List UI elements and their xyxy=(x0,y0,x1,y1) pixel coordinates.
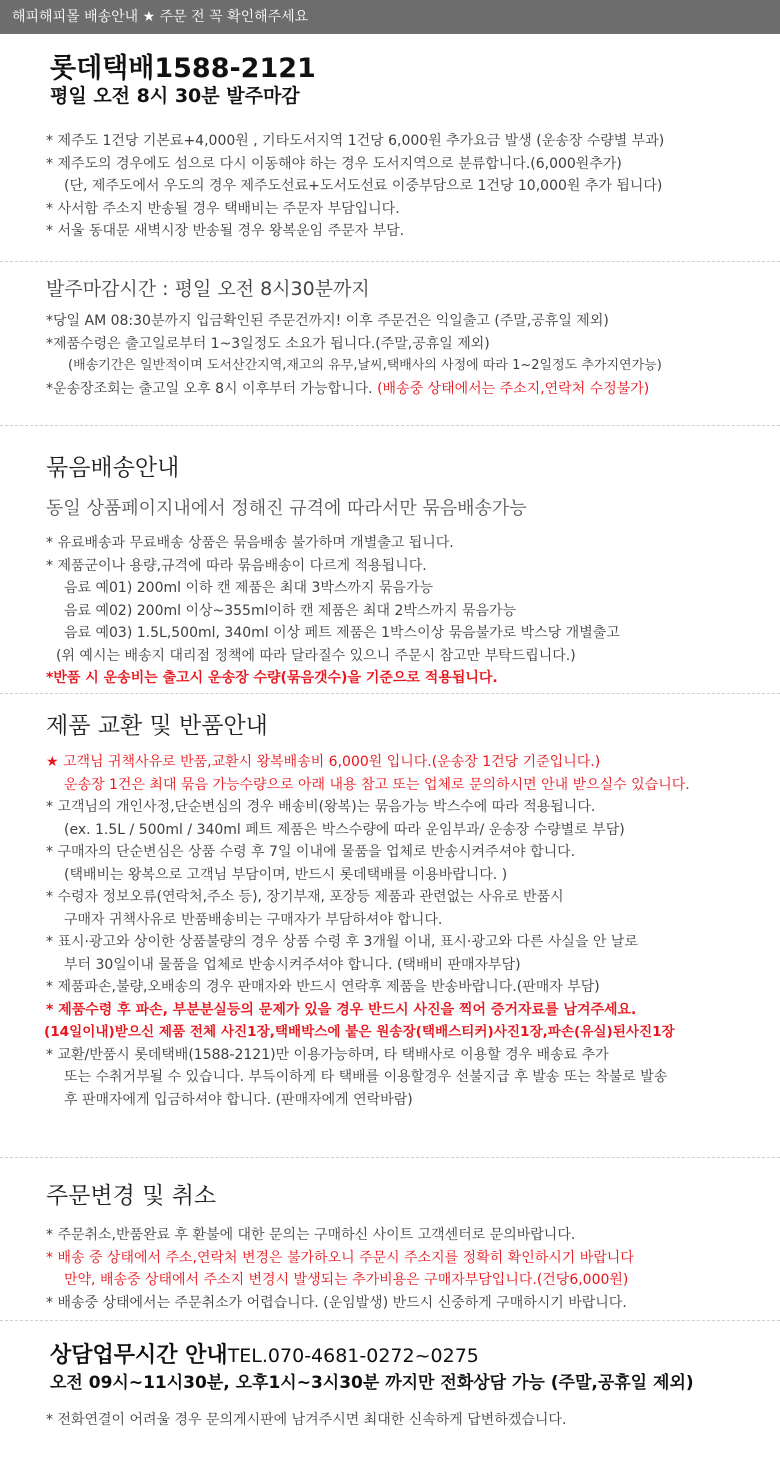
bundle-note: 음료 예03) 1.5L,500ml, 340ml 이상 페트 제품은 1박스이상 묶음불가로 박스당 개별출고 xyxy=(64,625,620,641)
exchange-photo-requirement: (14일이내)받으신 제품 전체 사진1장,택배박스에 붙은 원송장(택배스티커)사진1장,파손(유실)된사진1장 xyxy=(44,1024,675,1040)
courier-note: (단, 제주도에서 우도의 경우 제주도선료+도서도선료 이중부담으로 1건당 10,000원 추가 됩니다) xyxy=(64,178,663,194)
consult-section xyxy=(0,1321,780,1471)
consult-title-row xyxy=(50,1341,479,1371)
deadline-note-row xyxy=(46,378,662,401)
cancel-heading: 주문변경 및 취소 xyxy=(46,1183,217,1209)
bundle-note: 음료 예02) 200ml 이상~355ml이하 캔 제품은 최대 2박스까지 묶음가능 xyxy=(64,602,517,619)
exchange-note: * 고객님의 개인사정,단순변심의 경우 배송비(왕복)는 묶음가능 박스수에 따라 적용됩니다. xyxy=(46,799,596,815)
exchange-note: 구매자 귀책사유로 반품배송비는 구매자가 부담하셔야 합니다. xyxy=(64,911,443,928)
deadline-notes xyxy=(46,310,662,400)
exchange-note: 또는 수취거부될 수 있습니다. 부득이하게 타 택배를 이용할경우 선불지급 후 발송 또는 착불로 발송 xyxy=(64,1069,668,1085)
exchange-notes xyxy=(46,751,690,1111)
exchange-heading: 제품 교환 및 반품안내 xyxy=(46,713,268,739)
courier-note: * 제주도 1건당 기본료+4,000원 , 기타도서지역 1건당 6,000원 추가요금 발생 (운송장 수량별 부과) xyxy=(46,133,665,149)
exchange-note: * 구매자의 단순변심은 상품 수령 후 7일 이내에 물품을 업체로 반송시켜주셔야 합니다. xyxy=(46,844,576,860)
deadline-note: *당일 AM 08:30분까지 입금확인된 주문건까지! 이후 주문건은 익일출고 (주말,공휴일 제외) xyxy=(46,313,609,329)
bundle-section xyxy=(0,426,780,694)
bundle-notes xyxy=(46,532,620,690)
cancel-note: * 주문취소,반품완료 후 환불에 대한 문의는 구매하신 사이트 고객센터로 문의바랍니다. xyxy=(46,1227,576,1243)
cancel-notes xyxy=(46,1224,634,1314)
exchange-note: 부터 30일이내 물품을 업체로 반송시켜주셔야 합니다. (택배비 판매자부담) xyxy=(64,956,521,973)
courier-note: * 사서함 주소지 반송될 경우 택배비는 주문자 부담입니다. xyxy=(46,200,400,217)
bundle-note: 음료 예01) 200ml 이하 캔 제품은 최대 3박스까지 묶음가능 xyxy=(64,580,433,596)
exchange-fee-detail: 운송장 1건은 최대 묶음 가능수량으로 아래 내용 참고 또는 업체로 문의하시면 안내 받으실수 있습니다. xyxy=(64,776,690,793)
deadline-note: *운송장조회는 출고일 오후 8시 이후부터 가능합니다. xyxy=(46,380,373,397)
courier-note: * 서울 동대문 새벽시장 반송될 경우 왕복운임 주문자 부담. xyxy=(46,223,405,239)
deadline-section xyxy=(0,262,780,426)
exchange-note: * 표시·광고와 상이한 상품불량의 경우 상품 수령 후 3개월 이내, 표시·광고와 다른 사실을 안 날로 xyxy=(46,934,638,950)
bundle-note: * 유료배송과 무료배송 상품은 묶음배송 불가하며 개별출고 됩니다. xyxy=(46,535,454,551)
top-banner-text: 해피해피몰 배송안내 ★ 주문 전 꼭 확인해주세요 xyxy=(12,9,309,25)
bundle-return-warning: *반품 시 운송비는 출고시 운송장 수량(묶음갯수)을 기준으로 적용됩니다. xyxy=(46,670,498,686)
bundle-subheading: 동일 상품페이지내에서 정해진 규격에 따라서만 묶음배송가능 xyxy=(46,498,527,519)
exchange-note: 후 판매자에게 입금하셔야 합니다. (판매자에게 연락바람) xyxy=(64,1091,413,1108)
exchange-damage-warning: * 제품수령 후 파손, 부분분실등의 문제가 있을 경우 반드시 사진을 찍어 증거자료를 남겨주세요. xyxy=(46,1001,637,1018)
exchange-note: * 교환/반품시 롯데택배(1588-2121)만 이용가능하며, 타 택배사로 이용할 경우 배송료 추가 xyxy=(46,1046,609,1063)
courier-section xyxy=(0,34,780,262)
deadline-note: *제품수령은 출고일로부터 1~3일정도 소요가 됩니다.(주말,공휴일 제외) xyxy=(46,335,490,352)
courier-notes xyxy=(46,130,664,243)
exchange-note: (ex. 1.5L / 500ml / 340ml 페트 제품은 박스수량에 따라 운임부과/ 운송장 수량별로 부담) xyxy=(64,821,625,838)
bundle-heading: 묶음배송안내 xyxy=(46,455,180,481)
exchange-note: (택배비는 왕복으로 고객님 부담이며, 반드시 롯데택배를 이용바랍니다. ) xyxy=(64,866,508,883)
deadline-warning: (배송중 상태에서는 주소지,연락처 수정불가) xyxy=(377,380,650,397)
consult-hours: 오전 09시~11시30분, 오후1시~3시30분 까지만 전화상담 가능 (주말,공휴일 제외) xyxy=(50,1373,694,1393)
exchange-note: * 수령자 정보오류(연락처,주소 등), 장기부재, 포장등 제품과 관련없는 사유로 반품시 xyxy=(46,889,564,905)
exchange-note: * 제품파손,불량,오배송의 경우 판매자와 반드시 연락후 제품을 반송바랍니다.(판매자 부담) xyxy=(46,979,600,995)
consult-phone: TEL.070-4681-0272~0275 xyxy=(227,1345,479,1367)
courier-title: 롯데택배1588-2121 xyxy=(50,53,316,84)
cancel-address-warning: * 배송 중 상태에서 주소,연락처 변경은 불가하오니 주문시 주소지를 정확히 확인하시기 바랍니다 xyxy=(46,1249,634,1266)
courier-deadline: 평일 오전 8시 30분 발주마감 xyxy=(50,85,300,107)
deadline-note: (배송기간은 일반적이며 도서산간지역,재고의 유무,날씨,택배사의 사정에 따라 1~2일정도 추가지연가능) xyxy=(68,358,662,373)
bundle-note: * 제품군이나 용량,규격에 따라 묶음배송이 다르게 적용됩니다. xyxy=(46,557,427,574)
bundle-note: (위 예시는 배송지 대리점 정책에 따라 달라질수 있으니 주문시 참고만 부탁드립니다.) xyxy=(56,647,576,664)
consult-title: 상담업무시간 안내 xyxy=(50,1343,228,1368)
cancel-section xyxy=(0,1158,780,1321)
top-banner xyxy=(0,0,780,34)
cancel-address-cost: 만약, 배송중 상태에서 주소지 변경시 발생되는 추가비용은 구매자부담입니다.(건당6,000원) xyxy=(64,1272,629,1288)
exchange-fee-warning: ★ 고객님 귀책사유로 반품,교환시 왕복배송비 6,000원 입니다.(운송장 1건당 기준입니다.) xyxy=(46,754,601,770)
cancel-note: * 배송중 상태에서는 주문취소가 어렵습니다. (운임발생) 반드시 신중하게 구매하시기 바랍니다. xyxy=(46,1294,627,1311)
courier-note: * 제주도의 경우에도 섬으로 다시 이동해야 하는 경우 도서지역으로 분류합니다.(6,000원추가) xyxy=(46,155,622,172)
exchange-section xyxy=(0,694,780,1158)
deadline-heading: 발주마감시간 : 평일 오전 8시30분까지 xyxy=(46,278,370,300)
consult-note: * 전화연결이 어려울 경우 문의게시판에 남겨주시면 최대한 신속하게 답변하겠습니다. xyxy=(46,1412,567,1428)
